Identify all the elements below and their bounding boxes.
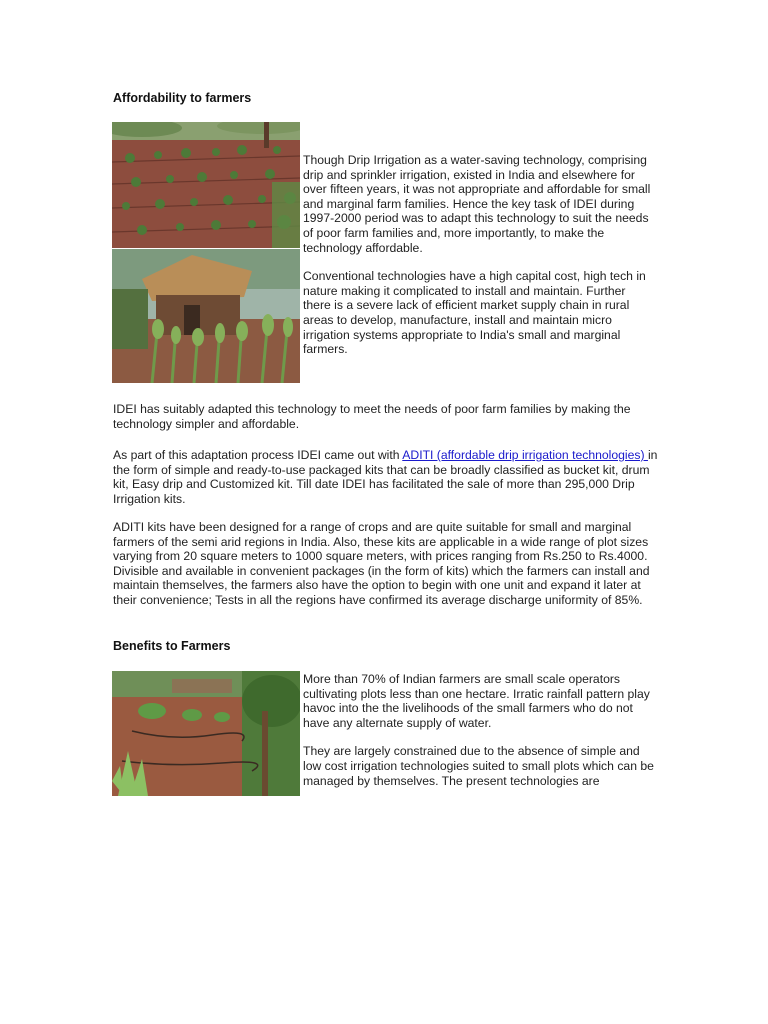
affordability-text-column [303,153,655,357]
paragraph-adapted: IDEI has suitably adapted this technology to meet the needs of poor farm families by making the technology simpler and affordable. [113,402,631,431]
section-heading-benefits: Benefits to Farmers [113,639,231,653]
benefits-text-column [303,672,655,788]
aditi-link[interactable]: ADITI (affordable drip irrigation technologies) [402,448,648,462]
garden-drip-photo [112,671,300,796]
paragraph: They are largely constrained due to the absence of simple and low cost irrigation technologies suited to small plots which can be managed by themselves. The present technologies are [303,744,654,788]
paragraph-text: As part of this adaptation process IDEI came out with [113,448,403,462]
paragraph: Though Drip Irrigation as a water-saving technology, comprising drip and sprinkler irrigation, existed in India and elsewhere for over fifteen years, it was not appropriate and affordable for small and marginal farm families. Hence the key task of IDEI during 1997-2000 period was to adapt this technology to suit the needs of poor farm families and, more importantly, to make the technology affordable. [303,153,651,255]
paragraph: More than 70% of Indian farmers are small scale operators cultivating plots less than one hectare. Irratic rainfall pattern play havoc into the the livelihoods of the small farmers who do not have any alternate supply of water. [303,672,650,730]
paragraph-kits: ADITI kits have been designed for a range of crops and are quite suitable for small and marginal farmers of the semi arid regions in India. Also, these kits are applicable in a wide range of plot sizes varying from 20 square meters to 1000 square meters, with prices ranging from Rs.250 to Rs.4000. Divisible and available in convenient packages (in the form of kits) which the farmers can install and maintain themselves, the farmers also have the option to begin with one unit and expand it later at their convenience; Tests in all the regions have confirmed its average discharge uniformity of 85%. [113,520,650,607]
drip-irrigation-field-photo [112,122,300,248]
paragraph: Conventional technologies have a high capital cost, high tech in nature making it complicated to install and maintain. Further there is a severe lack of efficient market supply chain in rural areas to develop, manufacture, install and maintain micro irrigation systems appropriate to India's small and marginal farmers. [303,269,646,357]
paragraph-text: in the form of simple and ready-to-use packaged kits that can be broadly classified as bucket kit, drum kit, Easy drip and Customized kit. Till date IDEI has facilitated the sale of more than 295,000 Drip Irrigation kits. [113,448,658,506]
section-heading-affordability: Affordability to farmers [113,91,252,105]
hut-with-crops-photo [112,249,300,383]
paragraph-adaptation [113,448,658,506]
